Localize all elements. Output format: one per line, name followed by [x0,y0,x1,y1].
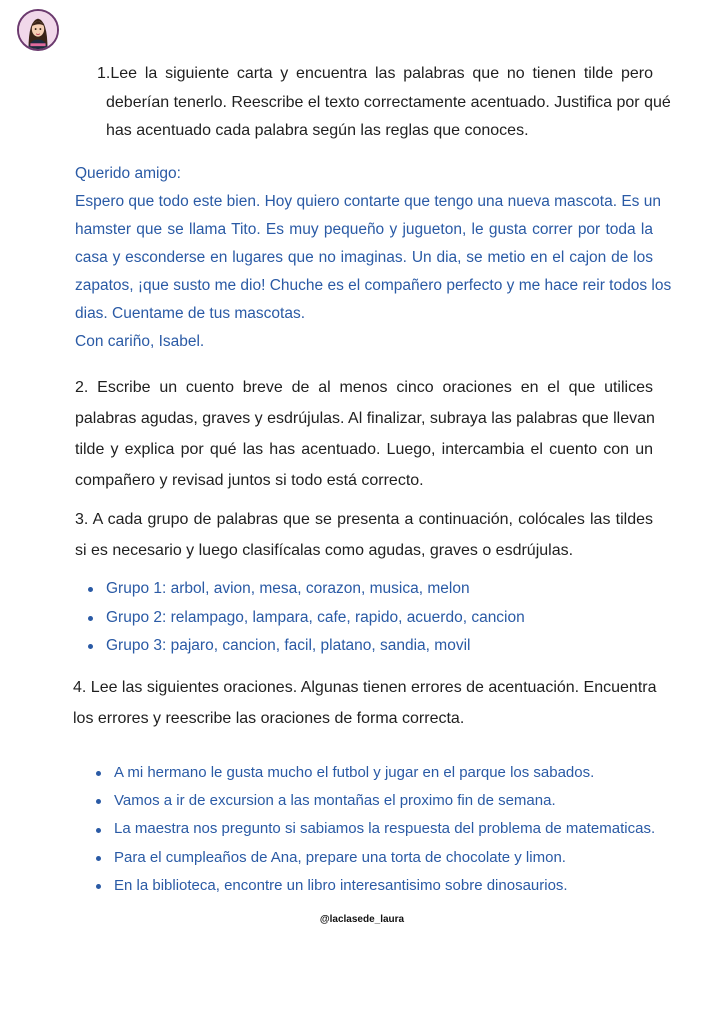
sentences-list [96,759,655,900]
letter-signature: Con cariño, Isabel. [75,333,205,350]
exercise-2-line: palabras agudas, graves y esdrújulas. Al finalizar, subraya las palabras que llevan [75,410,655,427]
exercise-1-instructions [97,60,671,146]
exercise-1-line: deberían tenerlo. Reescribe el texto correctamente acentuado. Justifica por qué [106,93,671,111]
letter-text [75,160,672,356]
letter-line: dias. Cuentame de tus mascotas. [75,305,306,322]
sentence-item: Vamos a ir de excursion a las montañas el proximo fin de semana. [96,787,655,815]
exercise-3-line: si es necesario y luego clasifícalas como agudas, graves o esdrújulas. [75,542,574,559]
letter-greeting: Querido amigo: [75,165,181,182]
exercise-2-instructions [75,372,653,496]
letter-line: casa y esconderse en lugares que no imaginas. Un dia, se metio en el cajon de los [75,249,653,266]
author-handle: @laclasede_laura [319,914,405,925]
sentence-item: Para el cumpleaños de Ana, prepare una torta de chocolate y limon. [96,844,655,872]
exercise-4-line: los errores y reescribe las oraciones de forma correcta. [73,710,465,727]
word-group-item: Grupo 1: arbol, avion, mesa, corazon, musica, melon [88,575,525,604]
word-group-item: Grupo 2: relampago, lampara, cafe, rapido, acuerdo, cancion [88,604,525,633]
word-group-item: Grupo 3: pajaro, cancion, facil, platano, sandia, movil [88,632,525,661]
exercise-1-line: 1.Lee la siguiente carta y encuentra las palabras que no tienen tilde pero [97,65,653,82]
word-groups-list [88,575,525,661]
exercise-2-line: tilde y explica por qué las has acentuado. Luego, intercambia el cuento con un [75,441,653,458]
exercise-2-line: 2. Escribe un cuento breve de al menos cinco oraciones en el que utilices [75,379,653,396]
exercise-1-line: has acentuado cada palabra según las reglas que conoces. [106,122,529,139]
sentence-item: La maestra nos pregunto si sabiamos la respuesta del problema de matematicas. [96,815,655,843]
teacher-avatar-icon [17,9,59,51]
exercise-3-line: 3. A cada grupo de palabras que se presenta a continuación, colócales las tildes [75,511,653,528]
sentence-item: En la biblioteca, encontre un libro interesantisimo sobre dinosaurios. [96,872,655,900]
letter-line: Espero que todo este bien. Hoy quiero contarte que tengo una nueva mascota. Es un [75,193,661,210]
exercise-4-instructions [73,672,657,734]
sentence-item: A mi hermano le gusta mucho el futbol y jugar en el parque los sabados. [96,759,655,787]
exercise-3-instructions [75,504,653,566]
letter-line: zapatos, ¡que susto me dio! Chuche es el compañero perfecto y me hace reir todos los [75,277,672,294]
letter-line: hamster que se llama Tito. Es muy pequeño y jugueton, le gusta correr por toda la [75,221,653,238]
exercise-2-line: compañero y revisad juntos si todo está correcto. [75,472,424,489]
exercise-4-line: 4. Lee las siguientes oraciones. Algunas tienen errores de acentuación. Encuentra [73,679,657,696]
